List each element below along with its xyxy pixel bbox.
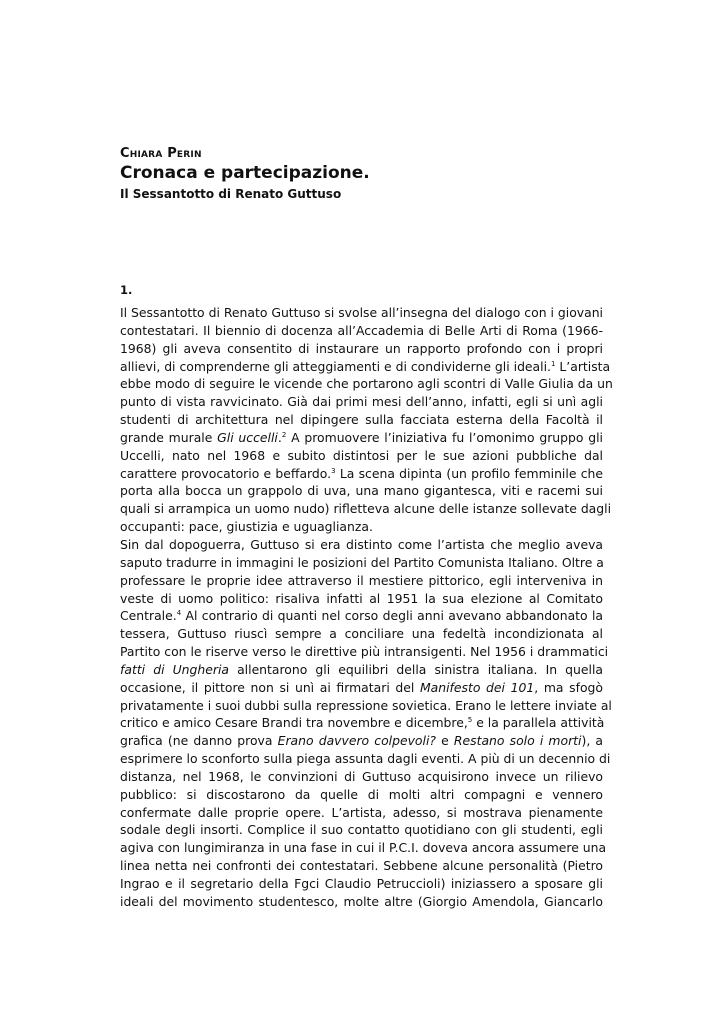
text-line xyxy=(120,536,603,554)
text-segment: veste di uomo politico: risaliva infatti al 1951 la sua elezione al Comitato xyxy=(120,590,603,606)
text-segment: grafica (ne danno prova xyxy=(120,733,278,749)
text-line xyxy=(120,732,603,750)
text-segment: ), a xyxy=(581,733,603,749)
text-segment: tessera, Guttuso riuscì sempre a conciliare una fedeltà incondizionata al xyxy=(120,626,603,642)
text-segment: Partito con le riserve verso le direttive più intransigenti. Nel 1956 i drammatici xyxy=(120,644,609,660)
text-segment: Al contrario di quanti nel corso degli anni avevano abbandonato la xyxy=(181,608,603,624)
italic-title: Manifesto dei 101 xyxy=(419,679,535,695)
text-segment: ebbe modo di seguire le vicende che portarono agli scontri di Valle Giulia da un xyxy=(120,376,613,392)
italic-title: Erano davvero colpevoli? xyxy=(277,733,436,749)
text-segment: 1968) gli aveva consentito di instaurare un rapporto profondo con i propri xyxy=(120,340,603,356)
footnote-marker: 2 xyxy=(281,430,287,439)
text-line xyxy=(120,697,612,715)
text-line xyxy=(120,643,609,661)
text-segment: occupanti: pace, giustizia e uguaglianza. xyxy=(120,519,373,535)
text-segment: e xyxy=(435,733,454,749)
article-author: Chiara Perin xyxy=(120,146,202,161)
text-segment: occasione, il pittore non si unì ai firmatari del xyxy=(120,679,420,695)
text-segment: allievi, di comprenderne gli atteggiamenti e di condividerne gli ideali. xyxy=(120,358,551,374)
text-line xyxy=(120,340,603,358)
text-line xyxy=(120,304,603,322)
text-segment: Centrale. xyxy=(120,608,177,624)
text-line xyxy=(120,857,603,875)
text-line xyxy=(120,607,603,625)
text-segment: quali si arrampica un uomo nudo) rifletteva alcune delle istanze sollevate dagli xyxy=(120,501,612,517)
text-segment: L’artista xyxy=(555,358,611,374)
text-line xyxy=(120,893,603,911)
text-segment: professare le proprie idee attraverso il mestiere pittorico, egli interveniva in xyxy=(120,572,603,588)
text-segment: allentarono gli equilibri della sinistra italiana. In quella xyxy=(229,661,603,677)
text-line xyxy=(120,482,603,500)
text-line xyxy=(120,429,603,447)
footnote-marker: 1 xyxy=(550,359,556,368)
text-segment: . xyxy=(277,429,282,445)
text-line xyxy=(120,804,603,822)
footnote-marker: 5 xyxy=(467,716,473,725)
text-segment: , ma sfogò xyxy=(534,679,603,695)
text-line xyxy=(120,679,603,697)
text-segment: Ingrao e il segretario della Fgci Claudio Petruccioli) iniziassero a sposare gli xyxy=(120,876,603,891)
text-line xyxy=(120,786,603,804)
section-number: 1. xyxy=(120,283,133,297)
text-segment: punto di vista ravvicinato. Già dai primi mesi dell’anno, infatti, egli si unì agli xyxy=(120,394,603,410)
text-line xyxy=(120,590,603,608)
text-line xyxy=(120,750,611,768)
text-line xyxy=(120,322,603,340)
text-line xyxy=(120,500,612,518)
text-segment: porta alla bocca un grappolo di uva, una mano gigantesca, viti e racemi sui xyxy=(120,483,603,499)
article-subtitle: Il Sessantotto di Renato Guttuso xyxy=(120,187,342,201)
text-segment: Il Sessantotto di Renato Guttuso si svolse all’insegna del dialogo con i giovani xyxy=(120,305,603,320)
article-title: Cronaca e partecipazione. xyxy=(120,163,370,183)
text-line xyxy=(120,393,603,411)
text-segment: confermate dalle proprie opere. L’artista, adesso, si mostrava pienamente xyxy=(120,804,603,820)
footnote-marker: 4 xyxy=(176,609,182,618)
body-text xyxy=(120,304,613,911)
text-line xyxy=(120,875,603,893)
text-segment: carattere provocatorio e beffardo. xyxy=(120,465,332,481)
text-line xyxy=(120,518,603,536)
text-line xyxy=(120,447,603,465)
text-segment: privatamente i suoi dubbi sulla repressione sovietica. Erano le lettere inviate al xyxy=(120,697,612,713)
text-line xyxy=(120,625,603,643)
text-segment: contestatari. Il biennio di docenza all’Accademia di Belle Arti di Roma (1966- xyxy=(120,322,603,338)
italic-title: Gli uccelli xyxy=(217,429,278,445)
text-line xyxy=(120,661,603,679)
text-segment: linea netta nei confronti dei contestatari. Sebbene alcune personalità (Pietro xyxy=(120,858,603,874)
footnote-marker: 3 xyxy=(331,466,336,475)
text-segment: saputo tradurre in immagini le posizioni del Partito Comunista Italiano. Oltre a xyxy=(120,554,604,570)
text-line xyxy=(120,821,603,839)
text-segment: studenti di architettura nel dipingere sulla facciata esterna della Facoltà il xyxy=(120,412,603,428)
text-line xyxy=(120,411,603,429)
text-segment: A promuovere l’iniziativa fu l’omonimo gruppo gli xyxy=(286,429,603,445)
italic-title: fatti di Ungheria xyxy=(120,661,229,677)
text-line xyxy=(120,572,603,590)
text-segment: pubblico: si discostarono da quelle di molti altri compagni e vennero xyxy=(120,786,603,802)
text-segment: distanza, nel 1968, le convinzioni di Guttuso acquisirono invece un rilievo xyxy=(120,768,603,784)
text-line xyxy=(120,465,603,483)
text-segment: e la parallela attività xyxy=(472,715,605,731)
italic-title: Restano solo i morti xyxy=(453,733,582,749)
text-line xyxy=(120,839,607,857)
text-segment: esprimere lo sconforto sulla piega assunta dagli eventi. A più di un decennio di xyxy=(120,751,611,767)
text-segment: ideali del movimento studentesco, molte altre (Giorgio Amendola, Giancarlo xyxy=(120,893,603,909)
text-segment: sodale degli insorti. Complice il suo contatto quotidiano con gli studenti, egli xyxy=(120,822,603,838)
text-line xyxy=(120,375,613,393)
text-line xyxy=(120,714,603,732)
text-segment: Uccelli, nato nel 1968 e subito distintosi per le sue azioni pubbliche dal xyxy=(120,447,603,463)
text-line xyxy=(120,768,603,786)
text-segment: agiva con lungimiranza in una fase in cui il P.C.I. doveva ancora assumere una xyxy=(120,840,607,856)
text-segment: critico e amico Cesare Brandi tra novembre e dicembre, xyxy=(120,715,468,731)
text-segment: La scena dipinta (un profilo femminile che xyxy=(335,465,603,481)
text-line xyxy=(120,554,603,572)
text-segment: Sin dal dopoguerra, Guttuso si era distinto come l’artista che meglio aveva xyxy=(120,536,603,552)
text-line xyxy=(120,358,611,376)
text-segment: grande murale xyxy=(120,429,218,445)
